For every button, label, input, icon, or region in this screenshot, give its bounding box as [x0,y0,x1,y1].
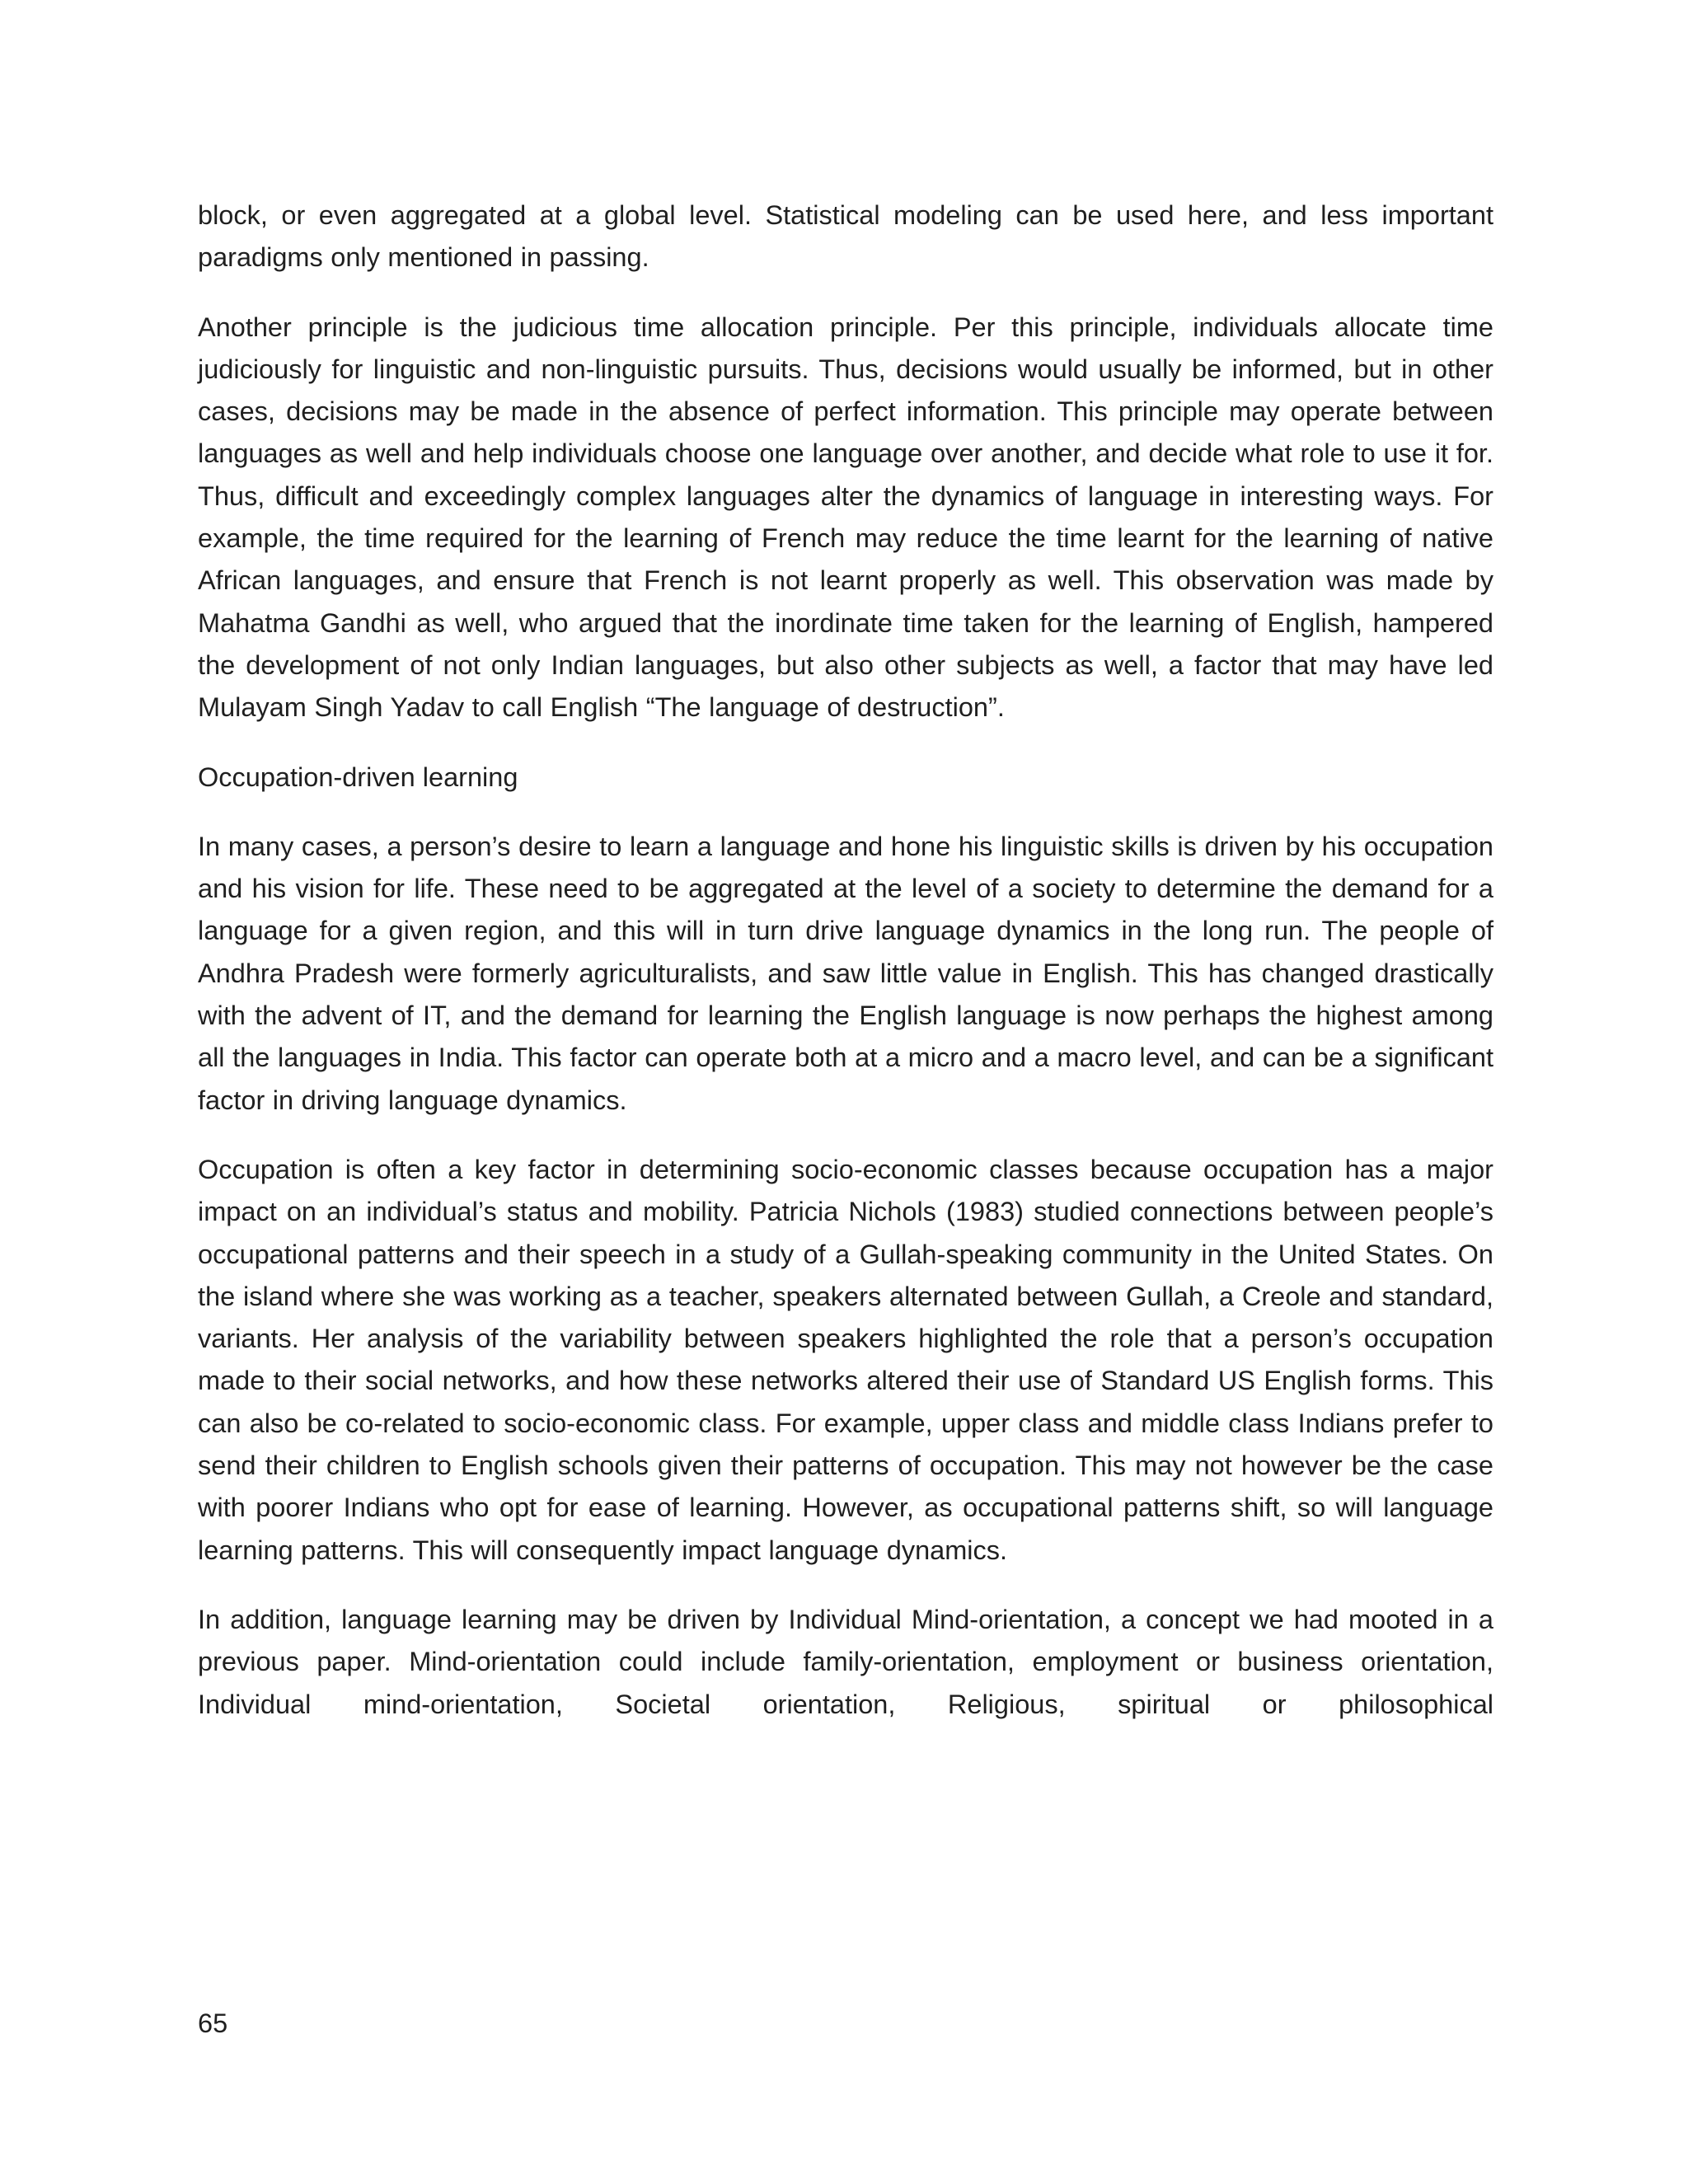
paragraph-mind-orientation: In addition, language learning may be driven by Individual Mind-orientation, a concept we had mooted in a previous paper. Mind-orientation could include family-orientation, employment or business orientation, Individual mind-orientation, Societal orientation, Religious, spiritual or philosophical [198,1604,1493,1719]
paragraph-continuation: block, or even aggregated at a global level. Statistical modeling can be used here, and less important paradigms only mentioned in passing. [198,200,1493,273]
paragraph-time-allocation: Another principle is the judicious time allocation principle. Per this principle, individuals allocate time judiciously for linguistic and non-linguistic pursuits. Thus, decisions would usually be informed, but in other cases, decisions may be made in the absence of perfect information. This principle may operate between languages as well and help individuals choose one language over another, and decide what role to use it for. Thus, difficult and exceedingly complex languages alter the dynamics of language in interesting ways. For example, the time required for the learning of French may reduce the time learnt for the learning of native African languages, and ensure that French is not learnt properly as well. This observation was made by Mahatma Gandhi as well, who argued that the inordinate time taken for the learning of English, hampered the development of not only Indian languages, but also other subjects as well, a factor that may have led Mulayam Singh Yadav to call English “The language of destruction”. [198,312,1493,723]
paragraph-occupation-class: Occupation is often a key factor in determining socio-economic classes because occupation has a major impact on an individual’s status and mobility. Patricia Nichols (1983) studied connections between people’s occupational patterns and their speech in a study of a Gullah-speaking community in the United States. On the island where she was working as a teacher, speakers alternated between Gullah, a Creole and standard, variants. Her analysis of the variability between speakers highlighted the role that a person’s occupation made to their social networks, and how these networks altered their use of Standard US English forms. This can also be co-related to socio-economic class. For example, upper class and middle class Indians prefer to send their children to English schools given their patterns of occupation. This may not however be the case with poorer Indians who opt for ease of learning. However, as occupational patterns shift, so will language learning patterns. This will consequently impact language dynamics. [198,1154,1493,1565]
section-heading-occupation: Occupation-driven learning [198,762,518,792]
paragraph-occupation-desire: In many cases, a person’s desire to learn a language and hone his linguistic skills is driven by his occupation and his vision for life. These need to be aggregated at the level of a society to determine the demand for a language for a given region, and this will in turn drive language dynamics in the long run. The people of Andhra Pradesh were formerly agriculturalists, and saw little value in English. This has changed drastically with the advent of IT, and the demand for learning the English language is now perhaps the highest among all the languages in India. This factor can operate both at a micro and a macro level, and can be a significant factor in driving language dynamics. [198,831,1493,1115]
page-content [198,194,1493,1753]
page-number: 65 [198,2008,228,2038]
